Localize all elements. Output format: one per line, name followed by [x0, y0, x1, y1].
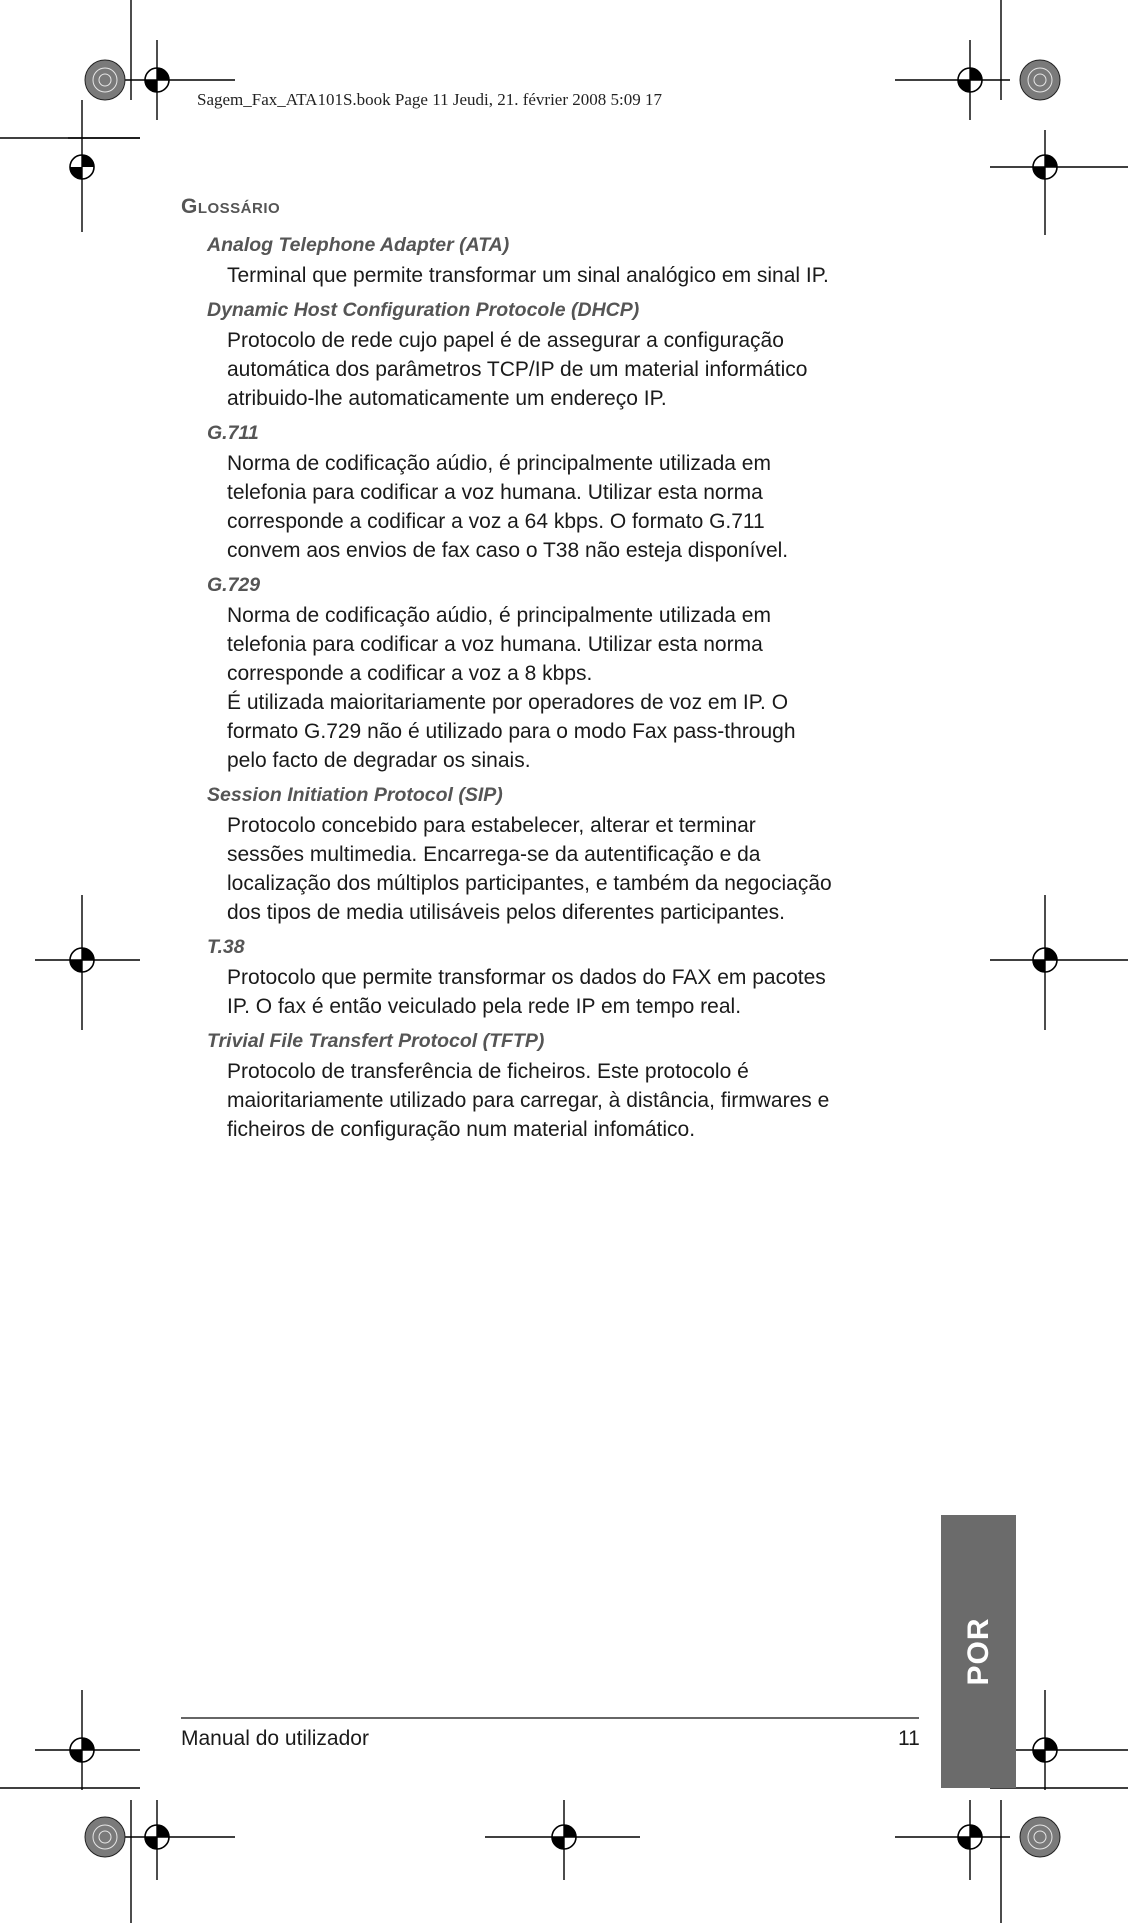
- glossary-entry: [181, 297, 926, 413]
- glossary-list: [181, 232, 926, 1151]
- definition-line: Protocolo que permite transformar os dados do FAX em pacotes: [227, 966, 826, 989]
- definition-line: sessões multimedia. Encarrega-se da autentificação e da: [227, 843, 761, 866]
- glossary-term: Session Initiation Protocol (SIP): [207, 784, 503, 806]
- footer-manual-title: Manual do utilizador: [181, 1727, 369, 1750]
- glossary-term: T.38: [207, 936, 245, 958]
- definition-line: atribuido-lhe automaticamente um endereço IP.: [227, 387, 667, 410]
- definition-line: corresponde a codificar a voz a 8 kbps.: [227, 662, 593, 685]
- definition-line: convem aos envios de fax caso o T38 não esteja disponível.: [227, 539, 789, 562]
- definition-line: automática dos parâmetros TCP/IP de um material informático: [227, 358, 808, 381]
- glossary-entry: [181, 232, 926, 290]
- glossary-definition: [227, 326, 926, 413]
- glossary-entry: [181, 782, 926, 927]
- glossary-definition: [227, 811, 926, 927]
- glossary-entry: [181, 1028, 926, 1144]
- glossary-definition: [227, 601, 926, 775]
- page-number: 11: [898, 1727, 920, 1750]
- definition-line: localização dos múltiplos participantes, e também da negociação: [227, 872, 832, 895]
- book-header-info: Sagem_Fax_ATA101S.book Page 11 Jeudi, 21. février 2008 5:09 17: [197, 90, 662, 109]
- definition-line: telefonia para codificar a voz humana. Utilizar esta norma: [227, 481, 763, 504]
- definition-line: Protocolo de transferência de ficheiros. Este protocolo é: [227, 1060, 749, 1083]
- definition-line: ficheiros de configuração num material infomático.: [227, 1118, 696, 1141]
- definition-line: IP. O fax é então veiculado pela rede IP em tempo real.: [227, 995, 742, 1018]
- page-title: Glossário: [181, 195, 281, 218]
- glossary-term: G.729: [207, 574, 261, 596]
- definition-line: É utilizada maioritariamente por operadores de voz em IP. O: [227, 691, 789, 714]
- glossary-term: Dynamic Host Configuration Protocole (DHCP): [207, 299, 640, 321]
- definition-line: telefonia para codificar a voz humana. Utilizar esta norma: [227, 633, 763, 656]
- glossary-term: G.711: [207, 422, 259, 444]
- definition-line: pelo facto de degradar os sinais.: [227, 749, 531, 772]
- glossary-definition: [227, 1057, 926, 1144]
- glossary-entry: [181, 934, 926, 1021]
- language-tab-label: POR: [961, 1617, 995, 1686]
- language-tab: [941, 1515, 1016, 1788]
- glossary-entry: [181, 420, 926, 565]
- glossary-term: Trivial File Transfert Protocol (TFTP): [207, 1030, 545, 1052]
- definition-line: Terminal que permite transformar um sinal analógico em sinal IP.: [227, 264, 829, 287]
- definition-line: corresponde a codificar a voz a 64 kbps. O formato G.711: [227, 510, 765, 533]
- glossary-definition: [227, 261, 926, 290]
- definition-line: Protocolo concebido para estabelecer, alterar et terminar: [227, 814, 756, 837]
- glossary-entry: [181, 572, 926, 775]
- definition-line: Norma de codificação aúdio, é principalmente utilizada em: [227, 604, 771, 627]
- glossary-definition: [227, 449, 926, 565]
- definition-line: Norma de codificação aúdio, é principalmente utilizada em: [227, 452, 771, 475]
- glossary-term: Analog Telephone Adapter (ATA): [207, 234, 510, 256]
- footer-divider: [181, 1717, 919, 1719]
- definition-line: formato G.729 não é utilizado para o modo Fax pass-through: [227, 720, 796, 743]
- definition-line: Protocolo de rede cujo papel é de assegurar a configuração: [227, 329, 784, 352]
- definition-line: maioritariamente utilizado para carregar, à distância, firmwares e: [227, 1089, 830, 1112]
- definition-line: dos tipos de media utilisáveis pelos diferentes participantes.: [227, 901, 785, 924]
- glossary-definition: [227, 963, 926, 1021]
